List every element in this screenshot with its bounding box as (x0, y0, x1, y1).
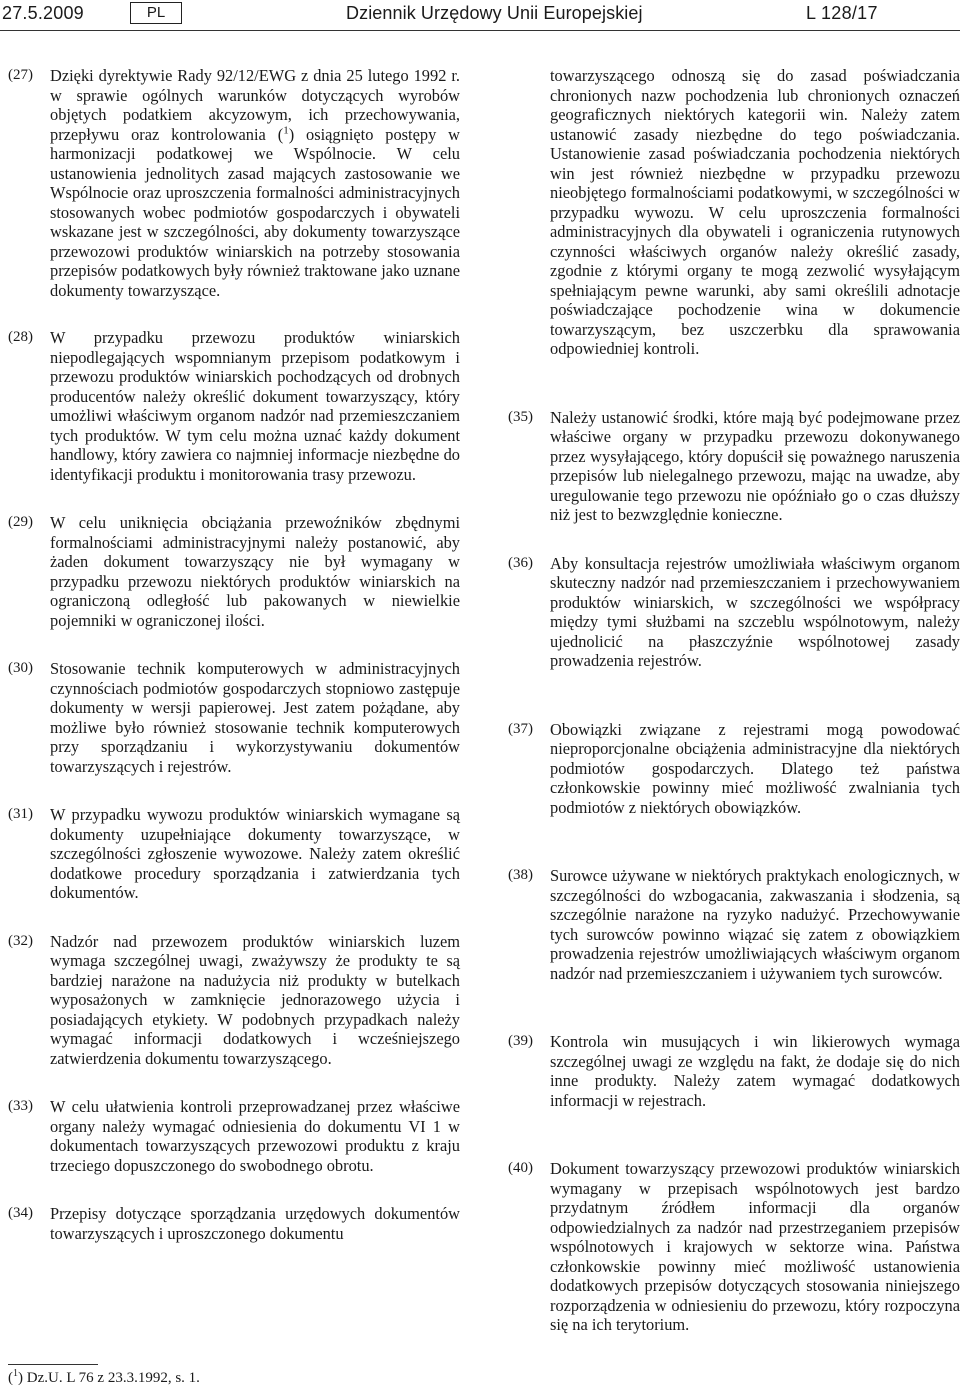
recital-number: (30) (8, 660, 33, 676)
footnote-divider (8, 1364, 98, 1365)
recital-number: (36) (508, 554, 533, 571)
recital-text: towarzyszącego odnoszą się do zasad poświadczania chronionych nazw pochodzenia lub chronionych oznaczeń geograficznych niektórych kategorii win. Należy zatem ustanowić zasady niezbędne do tego poświadczania. Ustanowienie zasad poświadczania pochodzenia niektórych win jest również niezbędne w przypadku przewozu nieobjętego formalnościami podatkowymi, w szczególności w przypadku wywozu. W celu uproszczenia formalności administracyjnych dla obywateli i ograniczenia rutynowych czynności właściwych organów należy określić zasady, zgodnie z którymi organy te mogą zezwolić wysyłającym spełniającym pewne warunki, aby sami określili adnotacje poświadczające pochodzenie wina w dokumencie towarzyszącym, bez uszczerbku dla sprawowania odpowiedniej kontroli. (550, 66, 960, 358)
recital-text: Aby konsultacja rejestrów umożliwiała właściwym organom skuteczny nadzór nad przemieszczaniem i przechowywaniem produktów winiarskich, w szczególności we współpracy między tymi służbami na szczeblu wspólnotowym, należy ujednolicić na płaszczyźnie wspólnotowej zasady prowadzenia rejestrów. (550, 553, 960, 670)
footnote-marker: 1 (283, 124, 289, 137)
recital-27 (0, 66, 460, 300)
recital-34 (0, 1204, 460, 1243)
recital-29 (0, 513, 460, 630)
footnote-text: Dz.U. L 76 z 23.3.1992, s. 1. (23, 1370, 200, 1386)
recital-38 (500, 866, 960, 983)
recital-number: (28) (8, 329, 33, 345)
recital-number: (34) (8, 1205, 33, 1221)
recital-number: (29) (8, 514, 33, 530)
journal-title: Dziennik Urzędowy Unii Europejskiej (346, 3, 643, 23)
page-header (0, 2, 960, 32)
recital-text: W celu ułatwienia kontroli przeprowadzanej przez właściwe organy należy wymagać odniesienia do dokumentu VI 1 w dokumentach towarzyszących przewozowi produktu z kraju trzeciego dopuszczonego do swobodnego obrotu. (50, 1097, 460, 1175)
recital-37 (500, 720, 960, 818)
recital-number: (27) (8, 67, 33, 83)
recital-text: Stosowanie technik komputerowych w administracyjnych czynnościach podmiotów gospodarczych stopniowo zastępuje dokumenty w wersji papierowej. Jest zatem pożądane, aby możliwe było również stosowanie technik komputerowych przy sporządzaniu i wykorzystywaniu dokumentów towarzyszących i rejestrów. (50, 659, 460, 776)
recital-text-part: Dzięki dyrektywie Rady 92/12/EWG z dnia 25 lutego 1992 r. w sprawie ogólnych warunków dotyczących wyrobów objętych podatkiem akcyzowym, ich przechowywania, przepływu oraz kontrolowania ( (50, 66, 460, 144)
footnote: ($^1$) Dz.U. L 76 z 23.3.1992, s. 1. (8, 1368, 200, 1386)
recital-30 (0, 659, 460, 776)
recital-number: (37) (508, 720, 533, 737)
language-badge: PL (130, 2, 182, 24)
recital-number: (33) (8, 1098, 33, 1114)
recital-text: Należy ustanowić środki, które mają być podejmowane przez właściwe organy w przypadku przewozu dokonywanego przez wysyłającego, który dopuścił się poważnego naruszenia przepisów lub nielegalnego przewozu, mając na uwadze, aby uregulowanie tego przewozu nie opóźniało go o czas dłuższy niż jest to bezwzględnie konieczne. (550, 407, 960, 524)
recital-28 (0, 328, 460, 484)
header-divider (0, 30, 960, 31)
recital-number: (31) (8, 806, 33, 822)
publication-date: 27.5.2009 (2, 3, 84, 23)
recital-number: (38) (508, 867, 533, 883)
recital-text (50, 66, 460, 300)
recital-text-part: ) osiągnięto postępy w harmonizacji podatkowej we Wspólnocie. W celu ustanowienia jednolitych zasad mających zastosowanie we Wspólnocie oraz uproszczenia formalności administracyjnych stosowanych wobec podmiotów gospodarczych i obywateli wskazane jest w szczególności, aby dokumenty towarzyszące przewozowi produktów winiarskich na potrzeby stosowania przepisów podatkowych były również traktowane jako uznane dokumenty towarzyszące. (50, 124, 460, 300)
recital-text: W celu uniknięcia obciążania przewoźników zbędnymi formalnościami administracyjnymi należy postanowić, aby żaden dokument towarzyszący nie był wymagany w przypadku przewozu niektórych produktów winiarskich na ograniczoną odległość lub pakowanych w niewielkie pojemniki w ograniczonej ilości. (50, 513, 460, 630)
recital-35 (500, 408, 960, 525)
footnote-marker: 1 (13, 1368, 18, 1379)
left-column (0, 66, 460, 1243)
recital-33 (0, 1097, 460, 1175)
recital-text: Kontrola win musujących i win likierowych wymaga szczególnej uwagi ze względu na fakt, że dodaje się do nich inne produkty. Należy zatem wymagać dodatkowych informacji w rejestrach. (550, 1032, 960, 1110)
recital-text: Nadzór nad przewozem produktów winiarskich luzem wymaga szczególnej uwagi, zważywszy że produkty te są bardziej narażone na nadużycia niż produkty w butelkach wyposażonych w zamknięcie jednorazowego użycia i posiadających etykiety. W podobnych przypadkach należy wymagać informacji dodatkowych i wcześniejszego zatwierdzenia dokumentu towarzyszącego. (50, 931, 460, 1068)
recital-text: Dokument towarzyszący przewozowi produktów winiarskich wymagany w przepisach wspólnotowych jest bardzo przydatnym źródłem informacji dla organów odpowiedzialnych za nadzór nad przestrzeganiem przepisów wspólnotowych i krajowych w sektorze wina. Państwa członkowskie powinny mieć możliwość ustanowienia dodatkowych przepisów dotyczących stosowania niniejszego rozporządzenia w odniesieniu do przewozu, który rozpoczyna się na ich terytorium. (550, 1159, 960, 1334)
issue-reference: L 128/17 (806, 3, 878, 23)
recital-text: Surowce używane w niektórych praktykach enologicznych, w szczególności do wzbogacania, zakwaszania i słodzenia, są szczególnie narażone na ryzyko nadużyć. Przechowywanie tych surowców powinno wiązać się zatem z obowiązkiem prowadzenia rejestrów umożliwiających właściwym organom nadzór nad przemieszczaniem i używaniem tych surowców. (550, 866, 960, 983)
recital-text: Obowiązki związane z rejestrami mogą powodować nieproporcjonalne obciążenia administracyjne dla niektórych podmiotów gospodarczych. Dlatego też państwa członkowskie powinny mieć możliwość zwalniania tych podmiotów z niektórych obowiązków. (550, 719, 960, 817)
recital-text: W przypadku przewozu produktów winiarskich niepodlegających wspomnianym przepisom podatkowym i przewozu produktów winiarskich pochodzących od drobnych producentów należy określić dokument towarzyszący, który umożliwi właściwym organom nadzór nad przemieszczaniem tych produktów. W tym celu można uznać każdy dokument handlowy, który zawiera co najmniej informacje niezbędne do identyfikacji produktu i monitorowania trasy przewozu. (50, 328, 460, 484)
recital-36 (500, 554, 960, 671)
recital-40 (500, 1159, 960, 1335)
recital-31 (0, 805, 460, 903)
recital-text: Przepisy dotyczące sporządzania urzędowych dokumentów towarzyszących i uproszczonego dokumentu (50, 1204, 460, 1243)
recital-number: (35) (508, 408, 533, 425)
recital-number: (40) (508, 1160, 533, 1176)
recital-32 (0, 932, 460, 1069)
recital-34-continued (500, 66, 960, 359)
recital-39 (500, 1032, 960, 1110)
recital-number: (32) (8, 932, 33, 949)
recital-number: (39) (508, 1033, 533, 1049)
right-column (500, 66, 960, 1335)
recital-text: W przypadku wywozu produktów winiarskich wymagane są dokumenty uzupełniające dokumenty towarzyszące, w szczególności zgłoszenie wywozowe. Należy zatem określić dodatkowe procedury sporządzania i zatwierdzania tych dokumentów. (50, 805, 460, 902)
